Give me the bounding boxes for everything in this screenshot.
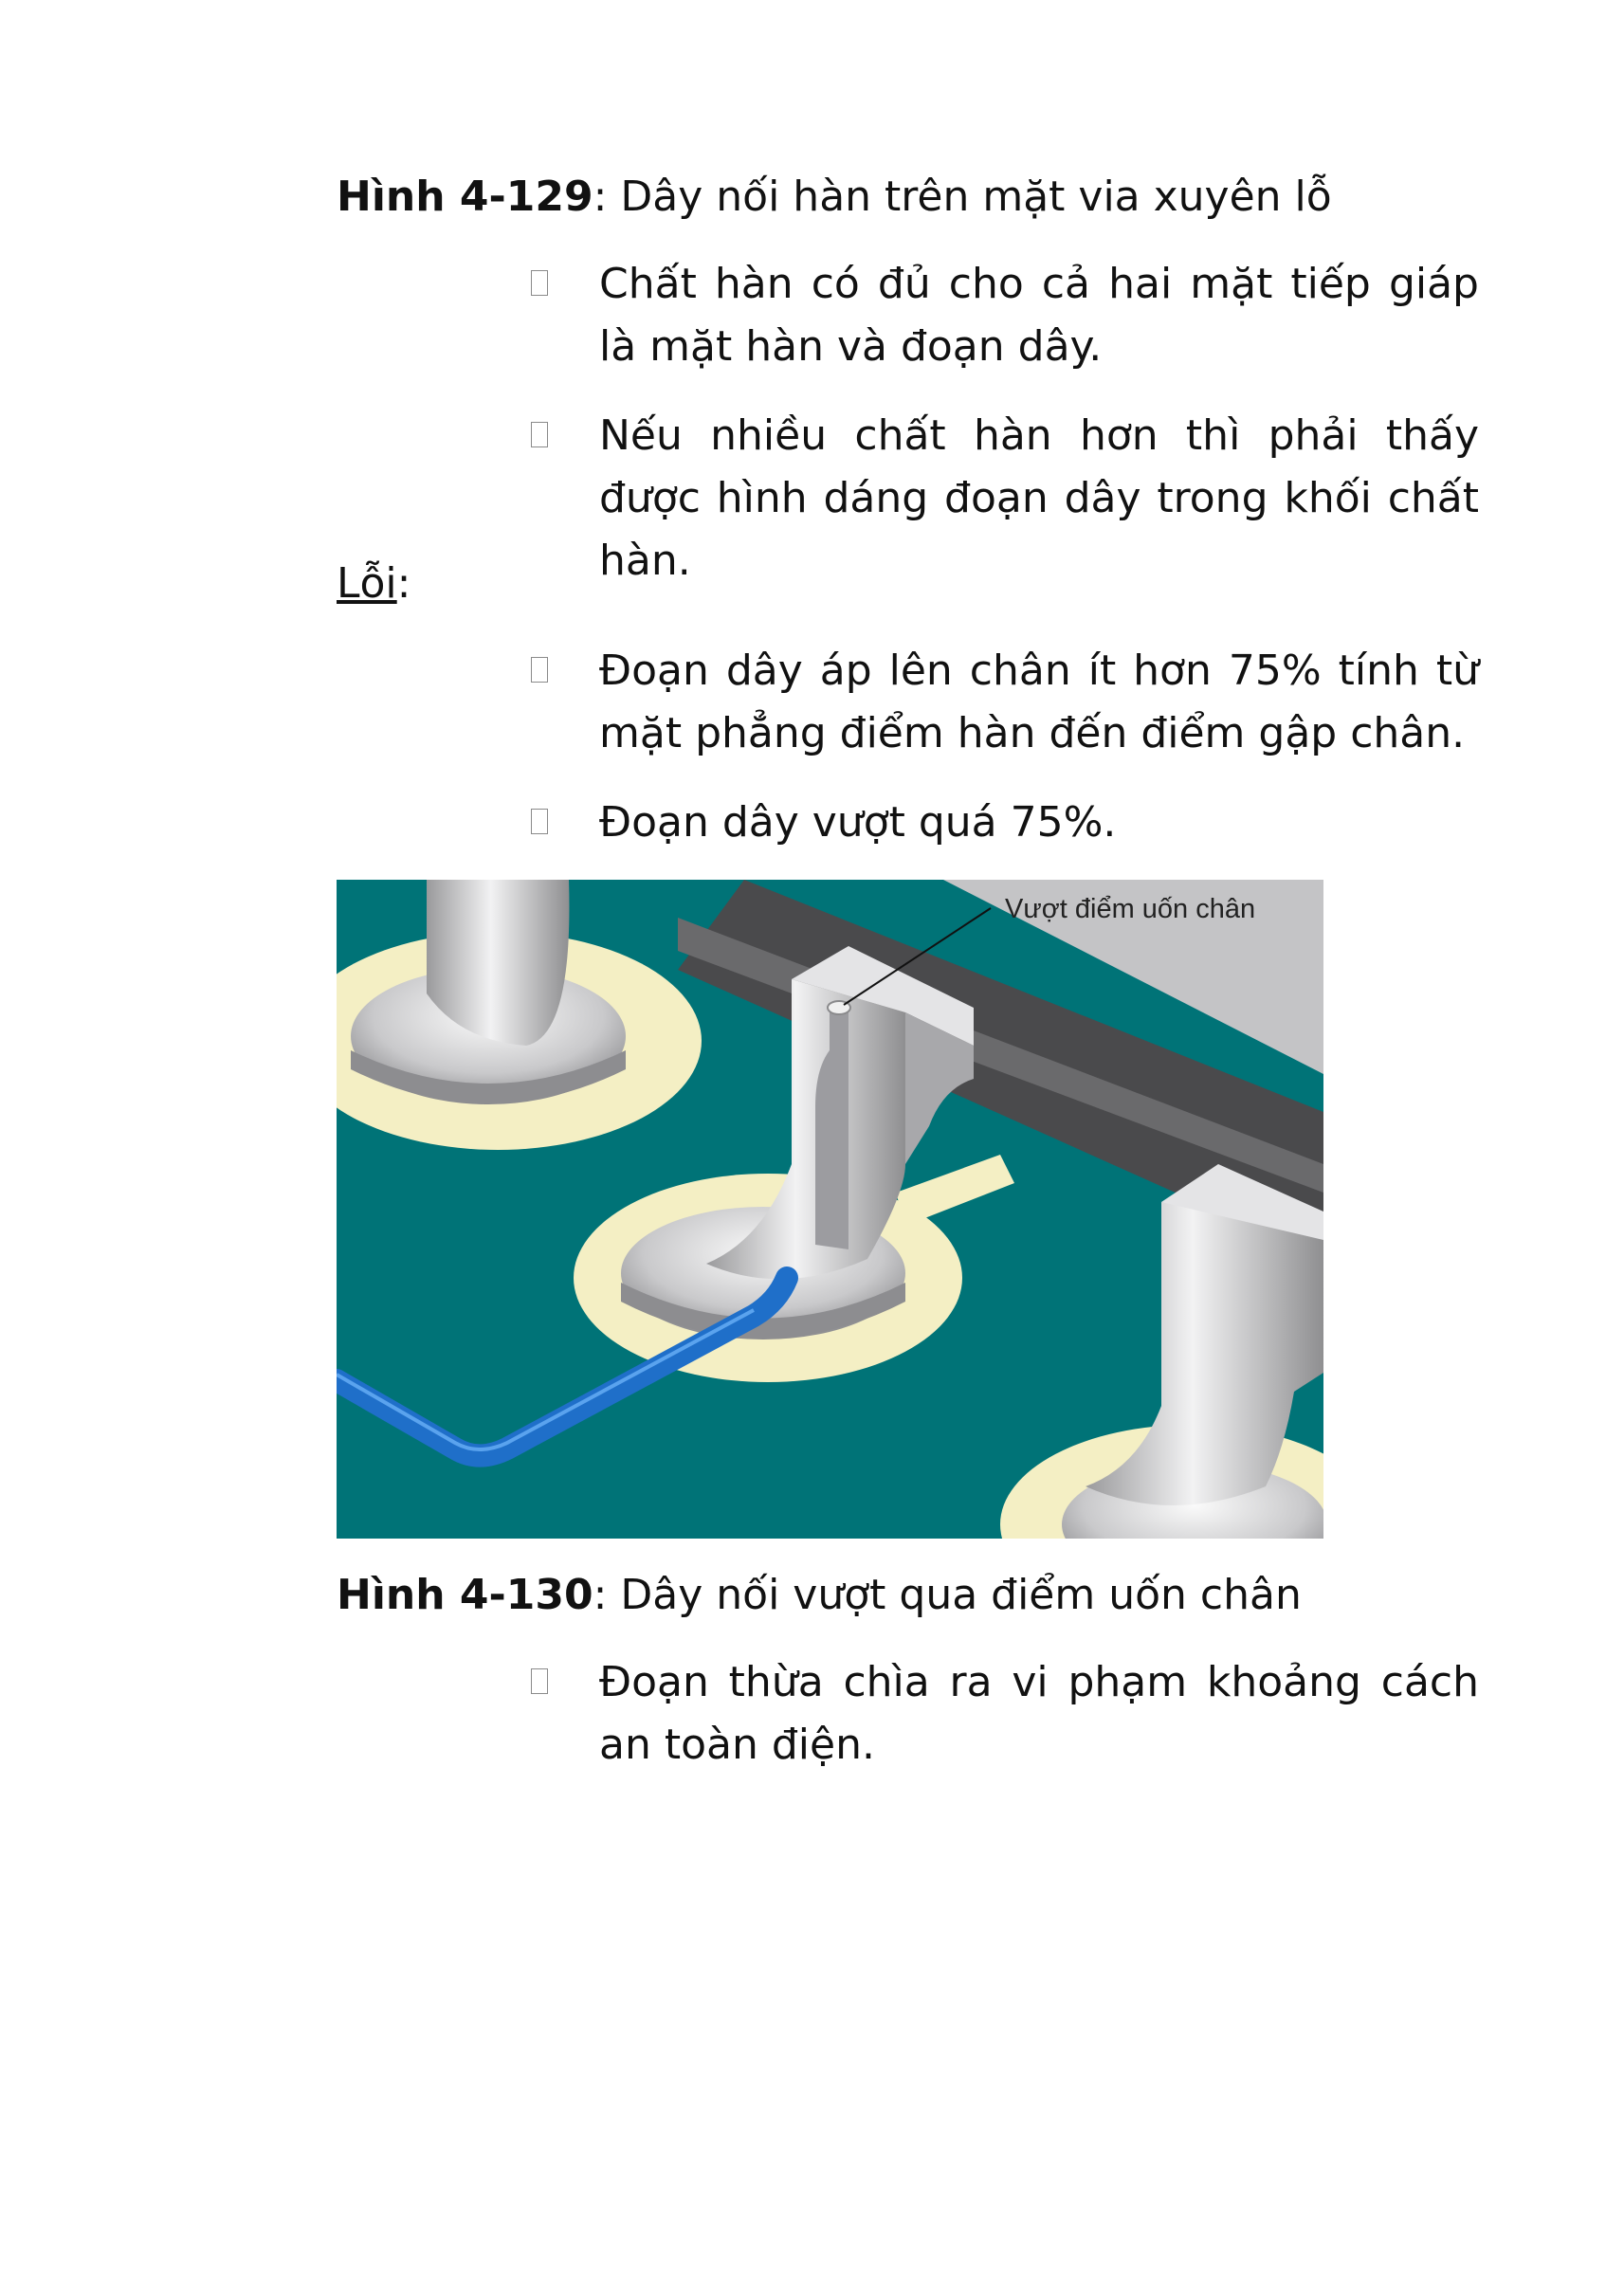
missing-glyph-bullet-icon — [531, 1668, 548, 1694]
pcb-illustration — [337, 880, 1323, 1539]
missing-glyph-bullet-icon — [531, 809, 548, 834]
bullet-text: Chất hàn có đủ cho cả hai mặt tiếp giáp là mặt hàn và đoạn dây. — [599, 260, 1479, 371]
figure-caption-4-129 — [337, 166, 1332, 228]
bullet-text: Đoạn dây vượt quá 75%. — [599, 798, 1117, 847]
list-item — [531, 640, 1479, 765]
list-item — [531, 792, 1479, 854]
defects-label: Lỗi — [337, 559, 397, 608]
missing-glyph-bullet-icon — [531, 422, 548, 447]
figure-caption-4-130 — [337, 1564, 1302, 1627]
bullet-text: Đoạn dây áp lên chân ít hơn 75% tính từ mặt phẳng điểm hàn đến điểm gập chân. — [599, 647, 1479, 757]
figure-title: : Dây nối hàn trên mặt via xuyên lỗ — [593, 173, 1332, 221]
bullet-text: Nếu nhiều chất hàn hơn thì phải thấy được hình dáng đoạn dây trong khối chất hàn. — [599, 411, 1479, 585]
missing-glyph-bullet-icon — [531, 657, 548, 683]
bullet-text: Đoạn thừa chìa ra vi phạm khoảng cách an toàn điện. — [599, 1658, 1479, 1769]
list-item — [531, 405, 1479, 592]
figure-title: : Dây nối vượt qua điểm uốn chân — [593, 1571, 1302, 1619]
figure-number: Hình 4-130 — [337, 1571, 593, 1619]
missing-glyph-bullet-icon — [531, 270, 548, 296]
list-item — [531, 253, 1479, 378]
section-label-defects: Lỗi: — [337, 559, 411, 608]
callout-label: Vượt điểm uốn chân — [1005, 894, 1256, 924]
figure-number: Hình 4-129 — [337, 173, 593, 221]
list-item — [531, 1651, 1479, 1777]
